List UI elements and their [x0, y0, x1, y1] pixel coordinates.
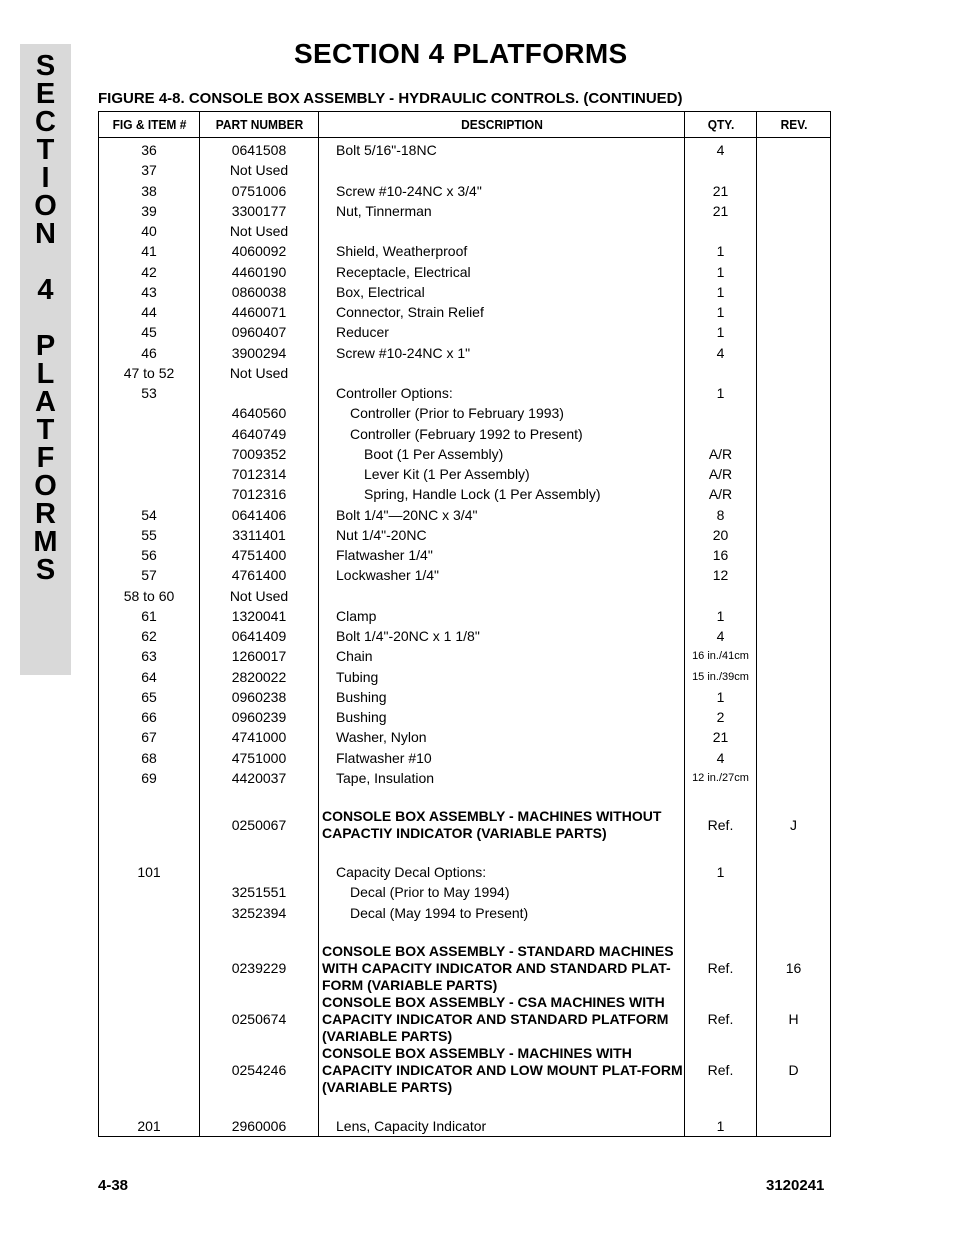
table-row	[99, 464, 831, 484]
table-cell-empty	[757, 923, 831, 943]
table-row	[99, 727, 831, 747]
table-cell-pn: 4460190	[200, 262, 319, 282]
table-cell-fig	[99, 464, 200, 484]
side-tab-letter: S	[35, 554, 56, 586]
side-tab-letter: N	[35, 218, 56, 250]
table-cell-desc: CONSOLE BOX ASSEMBLY - STANDARD MACHINES WITH CAPACITY INDICATOR AND STANDARD PLAT-FORM (VARIABLE PARTS)	[319, 943, 685, 994]
table-cell-empty	[319, 923, 685, 943]
table-cell-pn: 3251551	[200, 882, 319, 902]
table-cell-fig: 37	[99, 160, 200, 180]
table-row	[99, 667, 831, 687]
table-cell-pn: 1260017	[200, 646, 319, 666]
table-cell-pn: 7009352	[200, 444, 319, 464]
table-cell-pn: 3900294	[200, 343, 319, 363]
table-cell-fig	[99, 943, 200, 994]
table-cell-empty	[200, 923, 319, 943]
table-cell-pn: 0860038	[200, 282, 319, 302]
table-cell-pn: 0250067	[200, 808, 319, 842]
table-cell-qty: 12 in./27cm	[685, 768, 757, 788]
table-cell-fig	[99, 808, 200, 842]
table-cell-fig: 64	[99, 667, 200, 687]
table-cell-rev	[757, 403, 831, 423]
page-title: SECTION 4 PLATFORMS	[294, 38, 628, 69]
table-cell-pn: 7012316	[200, 484, 319, 504]
table-cell-fig: 45	[99, 322, 200, 342]
table-cell-empty	[99, 923, 200, 943]
table-cell-empty	[685, 1096, 757, 1116]
document-number: 3120241	[766, 1177, 825, 1194]
column-header-part-number: PART NUMBER	[204, 112, 313, 138]
table-cell-desc: Controller (February 1992 to Present)	[319, 424, 685, 444]
table-cell-pn: Not Used	[200, 160, 319, 180]
table-cell-desc: Shield, Weatherproof	[319, 241, 685, 261]
table-cell-qty	[685, 586, 757, 606]
table-cell-fig: 54	[99, 505, 200, 525]
table-cell-desc: Bolt 1/4"-20NC x 1 1/8"	[319, 626, 685, 646]
table-cell-rev	[757, 748, 831, 768]
table-cell-fig: 67	[99, 727, 200, 747]
side-tab-letter: M	[33, 526, 58, 558]
table-cell-desc	[319, 363, 685, 383]
table-cell-desc: Bushing	[319, 707, 685, 727]
table-cell-pn: 3311401	[200, 525, 319, 545]
table-cell-rev	[757, 484, 831, 504]
table-row	[99, 403, 831, 423]
table-row	[99, 322, 831, 342]
table-row	[99, 748, 831, 768]
table-cell-fig: 41	[99, 241, 200, 261]
table-cell-empty	[757, 788, 831, 808]
table-cell-qty: Ref.	[685, 943, 757, 994]
table-cell-desc: CONSOLE BOX ASSEMBLY - MACHINES WITHOUT CAPACTIY INDICATOR (VARIABLE PARTS)	[319, 808, 685, 842]
table-cell-fig	[99, 424, 200, 444]
table-cell-qty: 1	[685, 862, 757, 882]
side-tab-letter: T	[36, 134, 55, 166]
table-cell-fig: 56	[99, 545, 200, 565]
table-cell-rev	[757, 606, 831, 626]
table-cell-desc: Screw #10-24NC x 3/4"	[319, 181, 685, 201]
table-cell-rev	[757, 565, 831, 585]
table-cell-desc: Tubing	[319, 667, 685, 687]
column-header-rev: REV.	[759, 112, 827, 138]
table-cell-rev	[757, 160, 831, 180]
table-cell-qty: 4	[685, 626, 757, 646]
table-cell-fig: 43	[99, 282, 200, 302]
table-cell-qty	[685, 363, 757, 383]
table-cell-desc: Controller (Prior to February 1993)	[319, 403, 685, 423]
table-cell-desc: Tape, Insulation	[319, 768, 685, 788]
table-cell-empty	[319, 842, 685, 862]
table-cell-empty	[757, 842, 831, 862]
table-cell-pn: 0960239	[200, 707, 319, 727]
table-cell-desc: Flatwasher 1/4"	[319, 545, 685, 565]
table-cell-desc: Spring, Handle Lock (1 Per Assembly)	[319, 484, 685, 504]
table-cell-pn: 4751000	[200, 748, 319, 768]
table-cell-rev	[757, 221, 831, 241]
table-cell-empty	[99, 788, 200, 808]
table-cell-desc: Nut 1/4"-20NC	[319, 525, 685, 545]
table-cell-qty: 21	[685, 201, 757, 221]
table-cell-qty: 21	[685, 727, 757, 747]
table-cell-empty	[200, 788, 319, 808]
table-spacer-row	[99, 842, 831, 862]
table-cell-rev	[757, 505, 831, 525]
table-row	[99, 241, 831, 261]
table-cell-fig	[99, 1045, 200, 1096]
table-cell-rev: D	[757, 1045, 831, 1096]
table-cell-desc: Clamp	[319, 606, 685, 626]
table-spacer-row	[99, 923, 831, 943]
table-cell-qty	[685, 403, 757, 423]
table-row	[99, 545, 831, 565]
table-row	[99, 343, 831, 363]
table-cell-rev	[757, 262, 831, 282]
table-cell-rev	[757, 282, 831, 302]
table-cell-rev	[757, 667, 831, 687]
table-cell-empty	[200, 1096, 319, 1116]
table-cell-rev	[757, 903, 831, 923]
side-tab-letter: P	[35, 330, 56, 362]
side-tab-letter: R	[35, 498, 56, 530]
table-cell-rev: H	[757, 994, 831, 1045]
table-cell-empty	[200, 842, 319, 862]
table-row	[99, 383, 831, 403]
table-cell-empty	[99, 1096, 200, 1116]
table-cell-desc: CONSOLE BOX ASSEMBLY - CSA MACHINES WITH CAPACITY INDICATOR AND STANDARD PLATFORM (VARIABLE PARTS)	[319, 994, 685, 1045]
table-row	[99, 363, 831, 383]
table-cell-desc: Lockwasher 1/4"	[319, 565, 685, 585]
table-cell-pn: 0641508	[200, 138, 319, 161]
table-cell-qty: 4	[685, 138, 757, 161]
side-tab-letter: E	[35, 78, 56, 110]
table-cell-rev	[757, 768, 831, 788]
table-cell-fig	[99, 444, 200, 464]
table-cell-pn: 0641409	[200, 626, 319, 646]
table-cell-empty	[319, 788, 685, 808]
table-cell-desc: Washer, Nylon	[319, 727, 685, 747]
table-cell-rev	[757, 687, 831, 707]
side-tab-letter: C	[35, 106, 56, 138]
table-cell-rev	[757, 525, 831, 545]
table-cell-rev	[757, 707, 831, 727]
table-cell-pn	[200, 383, 319, 403]
table-cell-pn: 0239229	[200, 943, 319, 994]
table-cell-pn: 0641406	[200, 505, 319, 525]
table-cell-pn: 0960238	[200, 687, 319, 707]
table-cell-qty: 16	[685, 545, 757, 565]
table-cell-desc: Box, Electrical	[319, 282, 685, 302]
table-row	[99, 201, 831, 221]
table-row	[99, 606, 831, 626]
table-cell-rev	[757, 626, 831, 646]
table-cell-pn: 4640560	[200, 403, 319, 423]
table-spacer-row	[99, 1096, 831, 1116]
table-cell-fig: 36	[99, 138, 200, 161]
table-cell-rev	[757, 363, 831, 383]
table-cell-rev	[757, 464, 831, 484]
column-header-description: DESCRIPTION	[333, 112, 670, 138]
table-row	[99, 646, 831, 666]
table-cell-qty: 16 in./41cm	[685, 646, 757, 666]
figure-title: FIGURE 4-8. CONSOLE BOX ASSEMBLY - HYDRAULIC CONTROLS. (CONTINUED)	[98, 90, 683, 107]
table-cell-desc: Bushing	[319, 687, 685, 707]
side-tab-letter: O	[34, 470, 57, 502]
table-row	[99, 262, 831, 282]
table-cell-rev	[757, 727, 831, 747]
table-row	[99, 484, 831, 504]
table-row	[99, 626, 831, 646]
table-cell-qty	[685, 882, 757, 902]
table-cell-pn: Not Used	[200, 586, 319, 606]
column-header-qty: QTY.	[687, 112, 753, 138]
table-row	[99, 424, 831, 444]
table-cell-fig: 40	[99, 221, 200, 241]
table-cell-qty: A/R	[685, 464, 757, 484]
table-row	[99, 181, 831, 201]
table-cell-qty: 21	[685, 181, 757, 201]
side-tab-letter: F	[36, 442, 55, 474]
table-cell-pn: 4741000	[200, 727, 319, 747]
table-cell-pn: 4761400	[200, 565, 319, 585]
table-cell-qty: 15 in./39cm	[685, 667, 757, 687]
table-cell-desc: Flatwasher #10	[319, 748, 685, 768]
table-cell-qty	[685, 221, 757, 241]
table-cell-qty: 2	[685, 707, 757, 727]
table-row	[99, 282, 831, 302]
table-row	[99, 994, 831, 1045]
table-spacer-row	[99, 788, 831, 808]
table-cell-desc: Capacity Decal Options:	[319, 862, 685, 882]
table-row	[99, 687, 831, 707]
table-cell-qty: Ref.	[685, 994, 757, 1045]
table-cell-qty: 4	[685, 343, 757, 363]
table-cell-pn: 2960006	[200, 1116, 319, 1137]
table-cell-desc: Decal (Prior to May 1994)	[319, 882, 685, 902]
table-cell-rev	[757, 302, 831, 322]
table-cell-fig: 69	[99, 768, 200, 788]
table-row	[99, 565, 831, 585]
table-cell-pn: Not Used	[200, 221, 319, 241]
table-cell-qty	[685, 160, 757, 180]
table-cell-fig: 66	[99, 707, 200, 727]
table-cell-desc: Screw #10-24NC x 1"	[319, 343, 685, 363]
table-cell-rev	[757, 1116, 831, 1137]
table-cell-empty	[685, 923, 757, 943]
table-cell-fig: 63	[99, 646, 200, 666]
table-row	[99, 943, 831, 994]
table-cell-desc: Reducer	[319, 322, 685, 342]
table-row	[99, 505, 831, 525]
table-cell-qty	[685, 424, 757, 444]
table-cell-empty	[757, 1096, 831, 1116]
table-cell-desc: Chain	[319, 646, 685, 666]
table-cell-fig: 62	[99, 626, 200, 646]
page-number: 4-38	[98, 1177, 129, 1194]
side-tab-letter: L	[36, 358, 55, 390]
table-cell-desc: Controller Options:	[319, 383, 685, 403]
table-cell-desc: Decal (May 1994 to Present)	[319, 903, 685, 923]
table-cell-qty: 1	[685, 241, 757, 261]
table-row	[99, 221, 831, 241]
table-cell-fig: 61	[99, 606, 200, 626]
table-cell-qty: 1	[685, 262, 757, 282]
table-row	[99, 525, 831, 545]
table-cell-qty: 4	[685, 748, 757, 768]
table-cell-desc: Nut, Tinnerman	[319, 201, 685, 221]
table-cell-desc: Boot (1 Per Assembly)	[319, 444, 685, 464]
table-cell-rev	[757, 444, 831, 464]
table-cell-pn: 4460071	[200, 302, 319, 322]
table-cell-fig: 39	[99, 201, 200, 221]
table-cell-pn	[200, 862, 319, 882]
side-tab-letter: O	[34, 190, 57, 222]
table-row	[99, 302, 831, 322]
table-cell-fig	[99, 994, 200, 1045]
table-cell-qty	[685, 903, 757, 923]
table-cell-qty: 1	[685, 687, 757, 707]
table-cell-rev	[757, 545, 831, 565]
table-row	[99, 768, 831, 788]
table-cell-fig	[99, 403, 200, 423]
table-cell-desc	[319, 586, 685, 606]
table-cell-pn: 4751400	[200, 545, 319, 565]
table-cell-fig	[99, 882, 200, 902]
table-cell-fig: 58 to 60	[99, 586, 200, 606]
table-cell-fig: 101	[99, 862, 200, 882]
parts-table-body	[99, 138, 831, 1137]
table-row	[99, 138, 831, 161]
table-cell-pn: 7012314	[200, 464, 319, 484]
table-cell-fig: 65	[99, 687, 200, 707]
table-cell-fig: 46	[99, 343, 200, 363]
table-cell-pn: 2820022	[200, 667, 319, 687]
table-cell-fig: 47 to 52	[99, 363, 200, 383]
table-row	[99, 1116, 831, 1137]
table-cell-fig: 55	[99, 525, 200, 545]
table-cell-rev	[757, 343, 831, 363]
table-cell-qty: A/R	[685, 484, 757, 504]
table-row	[99, 808, 831, 842]
table-cell-fig	[99, 484, 200, 504]
table-cell-desc: Lens, Capacity Indicator	[319, 1116, 685, 1137]
table-cell-rev	[757, 383, 831, 403]
table-cell-desc	[319, 221, 685, 241]
side-tab-letter: 4	[37, 274, 54, 306]
table-cell-qty: 1	[685, 302, 757, 322]
table-cell-pn: 4420037	[200, 768, 319, 788]
table-cell-empty	[685, 842, 757, 862]
table-cell-rev	[757, 862, 831, 882]
table-cell-pn: 0751006	[200, 181, 319, 201]
table-row	[99, 903, 831, 923]
table-cell-qty: A/R	[685, 444, 757, 464]
table-cell-fig: 201	[99, 1116, 200, 1137]
table-row	[99, 882, 831, 902]
section-side-tab-letters	[20, 52, 71, 584]
table-cell-qty: 20	[685, 525, 757, 545]
table-cell-pn: 3300177	[200, 201, 319, 221]
table-cell-fig: 42	[99, 262, 200, 282]
table-cell-rev	[757, 138, 831, 161]
table-cell-fig: 38	[99, 181, 200, 201]
table-cell-desc	[319, 160, 685, 180]
table-cell-pn: 0250674	[200, 994, 319, 1045]
table-cell-rev	[757, 646, 831, 666]
table-cell-desc: Bolt 1/4"—20NC x 3/4"	[319, 505, 685, 525]
table-cell-desc: Connector, Strain Relief	[319, 302, 685, 322]
table-cell-fig: 57	[99, 565, 200, 585]
table-cell-qty: Ref.	[685, 1045, 757, 1096]
side-tab-letter: I	[41, 162, 50, 194]
table-cell-pn: 3252394	[200, 903, 319, 923]
table-cell-desc: Lever Kit (1 Per Assembly)	[319, 464, 685, 484]
table-cell-rev: 16	[757, 943, 831, 994]
table-cell-rev	[757, 181, 831, 201]
table-cell-qty: 1	[685, 606, 757, 626]
table-cell-pn: 0254246	[200, 1045, 319, 1096]
table-row	[99, 160, 831, 180]
table-cell-desc: CONSOLE BOX ASSEMBLY - MACHINES WITH CAPACITY INDICATOR AND LOW MOUNT PLAT-FORM (VARIABLE PARTS)	[319, 1045, 685, 1096]
table-cell-rev	[757, 882, 831, 902]
table-cell-desc: Receptacle, Electrical	[319, 262, 685, 282]
table-header-row	[99, 112, 831, 138]
table-cell-qty: 1	[685, 1116, 757, 1137]
side-tab-letter: A	[35, 386, 56, 418]
table-cell-rev	[757, 322, 831, 342]
table-row	[99, 862, 831, 882]
table-row	[99, 586, 831, 606]
parts-table	[98, 111, 831, 1137]
table-cell-desc: Bolt 5/16"-18NC	[319, 138, 685, 161]
table-cell-qty: Ref.	[685, 808, 757, 842]
table-cell-rev	[757, 586, 831, 606]
table-cell-pn: 4060092	[200, 241, 319, 261]
section-side-tab	[20, 44, 71, 675]
table-cell-rev	[757, 241, 831, 261]
table-cell-fig: 44	[99, 302, 200, 322]
table-cell-pn: 1320041	[200, 606, 319, 626]
table-cell-rev	[757, 201, 831, 221]
table-row	[99, 1045, 831, 1096]
table-cell-pn: 0960407	[200, 322, 319, 342]
table-cell-pn: 4640749	[200, 424, 319, 444]
table-row	[99, 444, 831, 464]
table-cell-fig: 68	[99, 748, 200, 768]
table-cell-empty	[99, 842, 200, 862]
table-cell-rev	[757, 424, 831, 444]
table-cell-qty: 1	[685, 322, 757, 342]
table-cell-qty: 8	[685, 505, 757, 525]
side-tab-letter: S	[35, 50, 56, 82]
table-cell-qty: 1	[685, 282, 757, 302]
column-header-fig-item: FIG & ITEM #	[103, 112, 196, 138]
table-cell-rev: J	[757, 808, 831, 842]
table-cell-pn: Not Used	[200, 363, 319, 383]
table-cell-empty	[319, 1096, 685, 1116]
table-row	[99, 707, 831, 727]
table-cell-qty: 12	[685, 565, 757, 585]
table-cell-fig: 53	[99, 383, 200, 403]
table-cell-empty	[685, 788, 757, 808]
side-tab-letter: T	[36, 414, 55, 446]
table-cell-fig	[99, 903, 200, 923]
table-cell-qty: 1	[685, 383, 757, 403]
